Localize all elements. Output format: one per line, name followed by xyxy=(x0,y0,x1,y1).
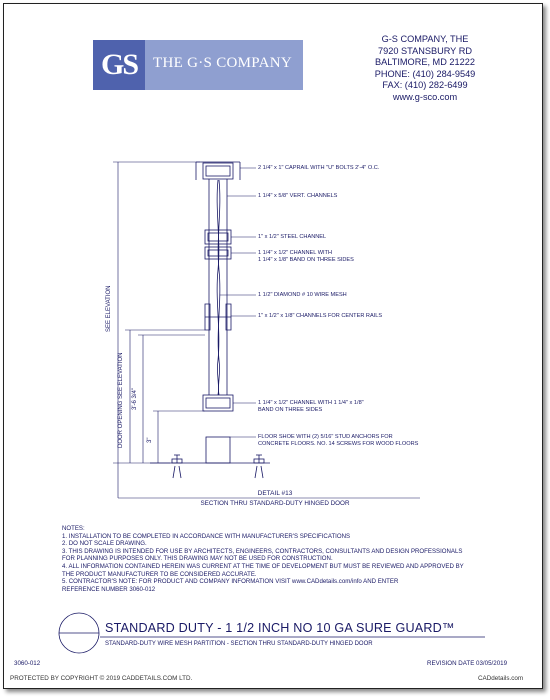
dim-label-height: 3'-6 3/4" xyxy=(132,388,138,410)
note-line: FOR PLANNING PURPOSES ONLY. THIS DRAWING MAY NOT BE USED FOR CONSTRUCTION. xyxy=(62,555,333,563)
floor-shoe xyxy=(206,437,230,463)
site-footer[interactable]: CADdetails.com xyxy=(478,675,524,682)
caprail xyxy=(203,163,233,179)
note-line: REFERENCE NUMBER 3060-012 xyxy=(62,585,156,593)
channel-with-band-lower xyxy=(203,395,233,411)
company-street: 7920 STANSBURY RD xyxy=(378,45,472,56)
callout-steel-channel: 1" x 1/2" STEEL CHANNEL xyxy=(258,234,327,240)
callout-floor-shoe: FLOOR SHOE WITH (2) 5/16" STUD ANCHORS FOR xyxy=(258,434,393,440)
note-line: THE PRODUCT MANUFACTURER TO BE CONSIDERED ACCURATE. xyxy=(62,570,257,578)
company-fax: FAX: (410) 282-6499 xyxy=(382,80,468,90)
note-line: 2. DO NOT SCALE DRAWING. xyxy=(62,540,147,548)
detail-title: SECTION THRU STANDARD-DUTY HINGED DOOR xyxy=(200,500,350,507)
note-line: 3. THIS DRAWING IS INTENDED FOR USE BY ARCHITECTS, ENGINEERS, CONTRACTORS, CONSULTANTS AND DESIGN PROFESSIONALS xyxy=(62,547,463,555)
note-line: 5. CONTRACTOR'S NOTE: FOR PRODUCT AND COMPANY INFORMATION VISIT www.CADdetails.com/info AND ENTER xyxy=(62,578,399,586)
callout-vertical-channels: 1 1/4" x 5/8" VERT. CHANNELS xyxy=(258,193,338,199)
note-line: 1. INSTALLATION TO BE COMPLETED IN ACCORDANCE WITH MANUFACTURER'S SPECIFICATIONS xyxy=(62,532,351,540)
notes xyxy=(62,525,464,593)
drawing-subtitle: STANDARD-DUTY WIRE MESH PARTITION - SECTION THRU STANDARD-DUTY HINGED DOOR xyxy=(105,641,373,647)
callout-channel-with: 1 1/4" x 1/2" CHANNEL WITH xyxy=(258,250,333,256)
dim-label-see-elevation: SEE ELEVATION xyxy=(106,285,112,332)
logo-text: THE G·S COMPANY xyxy=(153,55,292,71)
detail-number: DETAIL #13 xyxy=(257,490,293,497)
dim-label-door-opening: DOOR OPENING SEE ELEVATION xyxy=(118,352,124,448)
revision-date: REVISION DATE 03/05/2019 xyxy=(427,660,508,667)
reference-number: 3060-012 xyxy=(14,660,41,667)
company-website[interactable]: www.g-sco.com xyxy=(392,91,458,102)
callout-wire-mesh: 1 1/2" DIAMOND # 10 WIRE MESH xyxy=(258,292,347,298)
copyright-footer: PROTECTED BY COPYRIGHT © 2019 CADDETAILS.COM LTD. xyxy=(10,675,193,682)
wire-mesh xyxy=(217,180,219,395)
dim-label-shoe-height: 3" xyxy=(147,437,153,443)
callout-center-rails: 1" x 1/2" x 1/8" CHANNELS FOR CENTER RAILS xyxy=(258,313,383,319)
logo-mark: GS xyxy=(93,40,145,90)
note-line: 4. ALL INFORMATION CONTAINED HEREIN WAS CURRENT AT THE TIME OF DEVELOPMENT BUT MUST BE REVIEWED AND APPROVED BY xyxy=(62,562,464,570)
company-name: G-S COMPANY, THE xyxy=(381,34,469,44)
callout-lower-band: BAND ON THREE SIDES xyxy=(258,407,323,413)
callout-floor-screws: CONCRETE FLOORS. NO. 14 SCREWS FOR WOOD FLOORS xyxy=(258,441,419,447)
company-city: BALTIMORE, MD 21222 xyxy=(375,57,475,67)
callout-caprail: 2 1/4" x 1" CAPRAIL WITH "U" BOLTS 2'-4" O.C. xyxy=(258,165,380,171)
drawing-title: STANDARD DUTY - 1 1/2 INCH NO 10 GA SURE GUARD™ xyxy=(105,621,455,635)
notes-heading: NOTES: xyxy=(62,525,85,532)
callout-lower-channel: 1 1/4" x 1/2" CHANNEL WITH 1 1/4" x 1/8" xyxy=(258,400,364,406)
company-phone: PHONE: (410) 284-9549 xyxy=(374,68,476,79)
callout-band-three-sides: 1 1/4" x 1/8" BAND ON THREE SIDES xyxy=(258,257,354,263)
